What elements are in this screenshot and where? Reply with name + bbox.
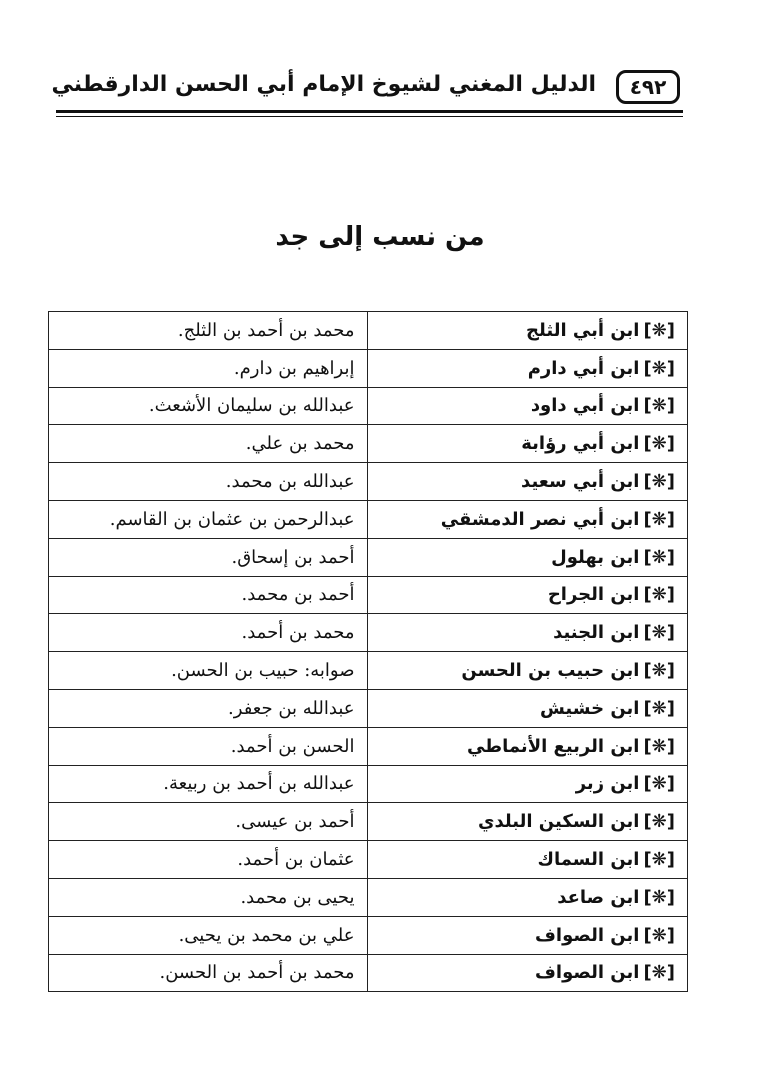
table-row — [49, 463, 688, 501]
entry-marker: [❋] — [643, 773, 675, 795]
full-name-cell: علي بن محمد بن يحيى. — [49, 916, 368, 954]
nickname-text: ابن السماك — [537, 849, 640, 871]
entry-marker: [❋] — [643, 697, 675, 719]
names-table — [48, 311, 688, 992]
nickname-cell — [367, 463, 688, 501]
full-name-cell: أحمد بن عيسى. — [49, 803, 368, 841]
full-name-cell: عبدالله بن جعفر. — [49, 689, 368, 727]
entry-marker: [❋] — [643, 849, 675, 871]
full-name-cell: أحمد بن محمد. — [49, 576, 368, 614]
entry-marker: [❋] — [643, 886, 675, 908]
table-row — [49, 878, 688, 916]
nickname-text: ابن صاعد — [557, 886, 640, 908]
table-row — [49, 425, 688, 463]
nickname-cell — [367, 765, 688, 803]
full-name-cell: محمد بن أحمد بن الثلج. — [49, 312, 368, 350]
nickname-cell — [367, 538, 688, 576]
entry-marker: [❋] — [643, 546, 675, 568]
nickname-cell — [367, 349, 688, 387]
entry-marker: [❋] — [643, 395, 675, 417]
entry-marker: [❋] — [643, 735, 675, 757]
nickname-text: ابن أبي سعيد — [521, 471, 640, 493]
header-rule-thin — [56, 116, 683, 117]
table-row — [49, 689, 688, 727]
table-row — [49, 387, 688, 425]
full-name-cell: عبدالله بن محمد. — [49, 463, 368, 501]
table-row — [49, 614, 688, 652]
page-header — [51, 66, 686, 106]
table-row — [49, 916, 688, 954]
entry-marker: [❋] — [643, 319, 675, 341]
table-row — [49, 576, 688, 614]
table-row — [49, 652, 688, 690]
nickname-text: ابن الصواف — [535, 962, 640, 984]
nickname-cell — [367, 387, 688, 425]
table-row — [49, 765, 688, 803]
nickname-text: ابن أبي رؤابة — [521, 433, 640, 455]
nickname-text: ابن أبي دارم — [527, 357, 640, 379]
nickname-cell — [367, 576, 688, 614]
nickname-text: ابن بهلول — [551, 546, 640, 568]
nickname-text: ابن زبر — [575, 773, 640, 795]
nickname-text: ابن السكين البلدي — [478, 811, 640, 833]
table-row — [49, 500, 688, 538]
nickname-text: ابن الجراح — [547, 584, 640, 606]
table-row — [49, 803, 688, 841]
nickname-cell — [367, 727, 688, 765]
entry-marker: [❋] — [643, 357, 675, 379]
entry-marker: [❋] — [643, 622, 675, 644]
full-name-cell: صوابه: حبيب بن الحسن. — [49, 652, 368, 690]
full-name-cell: الحسن بن أحمد. — [49, 727, 368, 765]
nickname-cell — [367, 954, 688, 992]
nickname-text: ابن الجنيد — [553, 622, 640, 644]
full-name-cell: محمد بن أحمد. — [49, 614, 368, 652]
table-row — [49, 841, 688, 879]
table-row — [49, 954, 688, 992]
nickname-cell — [367, 878, 688, 916]
section-heading: من نسب إلى جد — [275, 222, 485, 252]
nickname-cell — [367, 652, 688, 690]
full-name-cell: محمد بن علي. — [49, 425, 368, 463]
nickname-text: ابن الربيع الأنماطي — [466, 735, 640, 757]
page-number: ٤٩٢ — [616, 70, 680, 104]
nickname-text: ابن أبي داود — [530, 395, 640, 417]
table-row — [49, 538, 688, 576]
entry-marker: [❋] — [643, 962, 675, 984]
table-row — [49, 727, 688, 765]
nickname-cell — [367, 803, 688, 841]
running-title: الدليل المغني لشيوخ الإمام أبي الحسن الدارقطني — [51, 72, 596, 97]
nickname-cell — [367, 312, 688, 350]
table-row — [49, 349, 688, 387]
entry-marker: [❋] — [643, 471, 675, 493]
nickname-cell — [367, 916, 688, 954]
nickname-text: ابن أبي نصر الدمشقي — [440, 508, 640, 530]
full-name-cell: محمد بن أحمد بن الحسن. — [49, 954, 368, 992]
entry-marker: [❋] — [643, 924, 675, 946]
full-name-cell: عثمان بن أحمد. — [49, 841, 368, 879]
full-name-cell: إبراهيم بن دارم. — [49, 349, 368, 387]
full-name-cell: يحيى بن محمد. — [49, 878, 368, 916]
header-rule — [56, 110, 683, 113]
full-name-cell: عبدالله بن سليمان الأشعث. — [49, 387, 368, 425]
entry-marker: [❋] — [643, 433, 675, 455]
entry-marker: [❋] — [643, 811, 675, 833]
nickname-cell — [367, 425, 688, 463]
nickname-cell — [367, 500, 688, 538]
nickname-cell — [367, 614, 688, 652]
nickname-cell — [367, 841, 688, 879]
full-name-cell: عبدالله بن أحمد بن ربيعة. — [49, 765, 368, 803]
entry-marker: [❋] — [643, 508, 675, 530]
entry-marker: [❋] — [643, 660, 675, 682]
nickname-cell — [367, 689, 688, 727]
full-name-cell: أحمد بن إسحاق. — [49, 538, 368, 576]
nickname-text: ابن الصواف — [535, 924, 640, 946]
full-name-cell: عبدالرحمن بن عثمان بن القاسم. — [49, 500, 368, 538]
table-row — [49, 312, 688, 350]
nickname-text: ابن حبيب بن الحسن — [461, 660, 640, 682]
entry-marker: [❋] — [643, 584, 675, 606]
nickname-text: ابن أبي الثلج — [526, 319, 640, 341]
nickname-text: ابن خشيش — [539, 697, 640, 719]
